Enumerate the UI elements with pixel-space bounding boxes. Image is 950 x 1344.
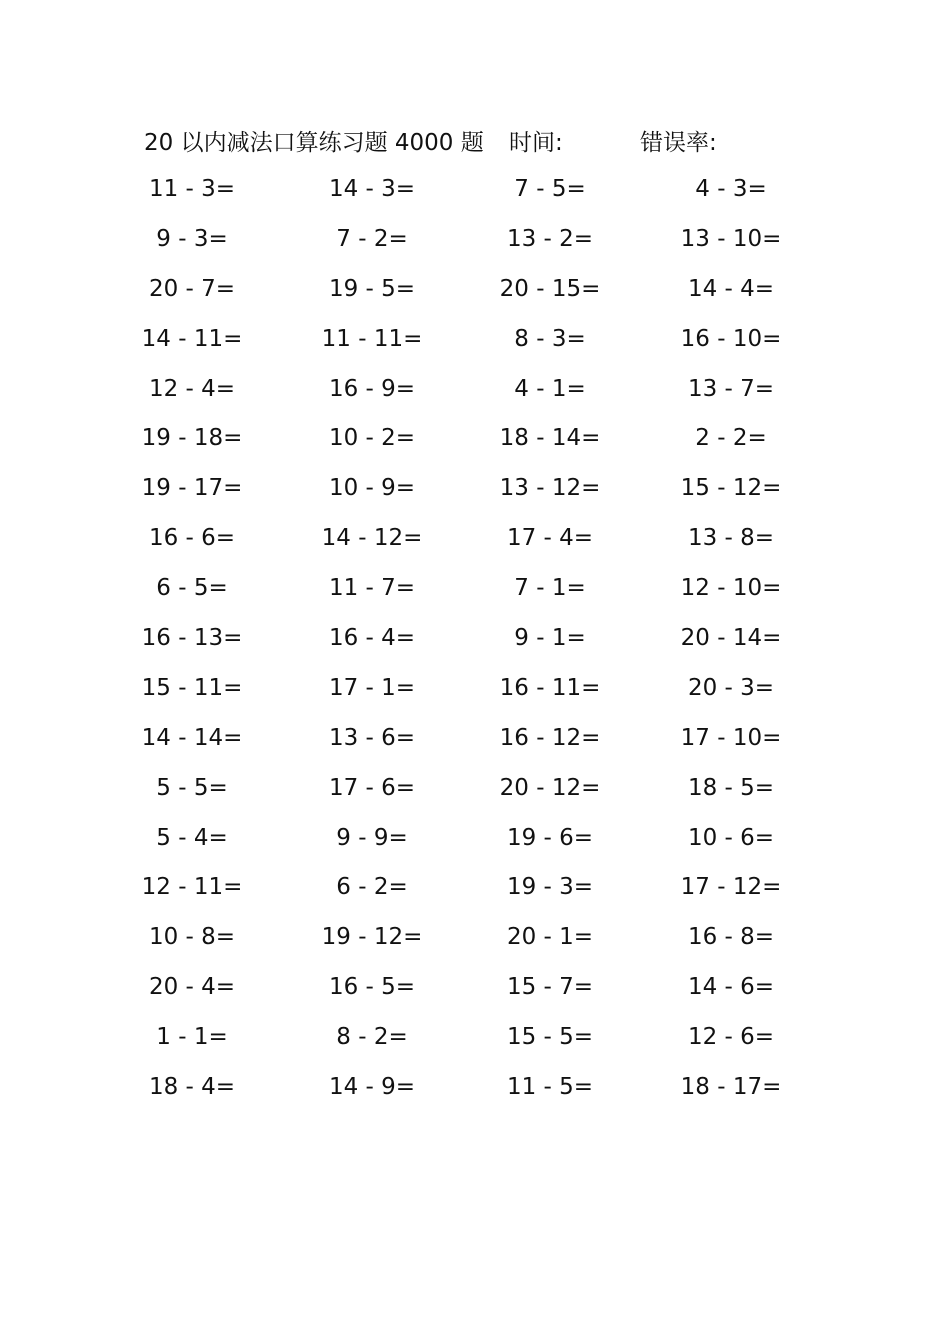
subtraction-problem: 1 - 1= xyxy=(156,1024,228,1051)
subtraction-problem: 11 - 3= xyxy=(148,176,236,202)
subtraction-problem: 10 - 2= xyxy=(328,425,416,452)
subtraction-problem: 16 - 10= xyxy=(680,325,782,352)
subtraction-problem: 14 - 6= xyxy=(687,974,775,1001)
subtraction-problem: 4 - 1= xyxy=(514,375,586,402)
problem-grid xyxy=(140,165,800,1113)
subtraction-problem: 10 - 8= xyxy=(148,924,236,951)
subtraction-problem: 13 - 6= xyxy=(328,724,416,751)
subtraction-problem: 16 - 9= xyxy=(328,375,416,402)
subtraction-problem: 17 - 4= xyxy=(506,525,594,552)
subtraction-problem: 20 - 3= xyxy=(687,674,775,701)
subtraction-problem: 13 - 7= xyxy=(687,375,775,402)
error-rate-label: 错误率: xyxy=(640,130,717,156)
problem-row xyxy=(140,215,800,265)
subtraction-problem: 18 - 17= xyxy=(680,1074,782,1101)
subtraction-problem: 15 - 7= xyxy=(506,974,594,1001)
subtraction-problem: 14 - 12= xyxy=(321,525,423,552)
subtraction-problem: 15 - 5= xyxy=(506,1024,594,1051)
problem-row xyxy=(140,714,800,764)
subtraction-problem: 13 - 2= xyxy=(506,225,594,252)
subtraction-problem: 6 - 2= xyxy=(336,874,408,901)
subtraction-problem: 18 - 5= xyxy=(687,774,775,801)
subtraction-problem: 11 - 5= xyxy=(506,1074,594,1101)
subtraction-problem: 16 - 12= xyxy=(499,724,601,751)
subtraction-problem: 17 - 6= xyxy=(328,774,416,801)
subtraction-problem: 13 - 12= xyxy=(499,475,601,502)
problem-row xyxy=(140,564,800,614)
subtraction-problem: 13 - 8= xyxy=(687,525,775,552)
subtraction-problem: 6 - 5= xyxy=(156,575,228,602)
subtraction-problem: 19 - 3= xyxy=(506,874,594,901)
problem-row xyxy=(140,315,800,365)
subtraction-problem: 16 - 8= xyxy=(687,924,775,951)
problem-row xyxy=(140,664,800,714)
subtraction-problem: 11 - 11= xyxy=(321,325,423,352)
subtraction-problem: 13 - 10= xyxy=(680,225,782,252)
subtraction-problem: 8 - 3= xyxy=(514,325,586,352)
problem-row xyxy=(140,464,800,514)
subtraction-problem: 20 - 7= xyxy=(148,275,236,302)
subtraction-problem: 12 - 6= xyxy=(687,1024,775,1051)
subtraction-problem: 11 - 7= xyxy=(328,575,416,602)
problem-row xyxy=(140,414,800,464)
subtraction-problem: 14 - 3= xyxy=(328,176,416,202)
problem-row xyxy=(140,913,800,963)
subtraction-problem: 7 - 2= xyxy=(336,225,408,252)
subtraction-problem: 18 - 4= xyxy=(148,1074,236,1101)
problem-row xyxy=(140,365,800,415)
problem-row xyxy=(140,814,800,864)
subtraction-problem: 7 - 1= xyxy=(514,575,586,602)
subtraction-problem: 17 - 10= xyxy=(680,724,782,751)
problem-row xyxy=(140,165,800,215)
subtraction-problem: 14 - 4= xyxy=(687,275,775,302)
subtraction-problem: 16 - 5= xyxy=(328,974,416,1001)
subtraction-problem: 7 - 5= xyxy=(514,176,586,202)
problem-row xyxy=(140,265,800,315)
subtraction-problem: 8 - 2= xyxy=(336,1024,408,1051)
subtraction-problem: 20 - 15= xyxy=(499,275,601,302)
problem-row xyxy=(140,514,800,564)
problem-row xyxy=(140,1013,800,1063)
subtraction-problem: 14 - 11= xyxy=(141,325,243,352)
problem-row xyxy=(140,614,800,664)
subtraction-problem: 18 - 14= xyxy=(499,425,601,452)
subtraction-problem: 15 - 12= xyxy=(680,475,782,502)
subtraction-problem: 19 - 18= xyxy=(141,425,243,452)
problem-row xyxy=(140,1063,800,1113)
subtraction-problem: 17 - 12= xyxy=(680,874,782,901)
subtraction-problem: 12 - 11= xyxy=(141,874,243,901)
subtraction-problem: 14 - 9= xyxy=(328,1074,416,1101)
subtraction-problem: 16 - 13= xyxy=(141,625,243,652)
subtraction-problem: 19 - 12= xyxy=(321,924,423,951)
subtraction-problem: 19 - 5= xyxy=(328,275,416,302)
subtraction-problem: 5 - 4= xyxy=(156,824,228,851)
subtraction-problem: 5 - 5= xyxy=(156,774,228,801)
subtraction-problem: 9 - 1= xyxy=(514,625,586,652)
subtraction-problem: 9 - 3= xyxy=(156,225,228,252)
worksheet-header xyxy=(144,125,864,161)
worksheet-title: 20 以内减法口算练习题 4000 题 xyxy=(144,130,484,156)
problem-row xyxy=(140,963,800,1013)
subtraction-problem: 17 - 1= xyxy=(328,674,416,701)
subtraction-problem: 20 - 12= xyxy=(499,774,601,801)
subtraction-problem: 16 - 11= xyxy=(499,674,601,701)
subtraction-problem: 16 - 6= xyxy=(148,525,236,552)
time-label: 时间: xyxy=(509,130,563,156)
subtraction-problem: 19 - 6= xyxy=(506,824,594,851)
subtraction-problem: 19 - 17= xyxy=(141,475,243,502)
subtraction-problem: 20 - 14= xyxy=(680,625,782,652)
subtraction-problem: 20 - 1= xyxy=(506,924,594,951)
subtraction-problem: 9 - 9= xyxy=(336,824,408,851)
problem-row xyxy=(140,764,800,814)
problem-row xyxy=(140,863,800,913)
subtraction-problem: 16 - 4= xyxy=(328,625,416,652)
subtraction-problem: 15 - 11= xyxy=(141,674,243,701)
subtraction-problem: 4 - 3= xyxy=(695,176,767,202)
subtraction-problem: 2 - 2= xyxy=(695,425,767,452)
subtraction-problem: 12 - 10= xyxy=(680,575,782,602)
subtraction-problem: 12 - 4= xyxy=(148,375,236,402)
subtraction-problem: 20 - 4= xyxy=(148,974,236,1001)
subtraction-problem: 10 - 6= xyxy=(687,824,775,851)
subtraction-problem: 14 - 14= xyxy=(141,724,243,751)
subtraction-problem: 10 - 9= xyxy=(328,475,416,502)
